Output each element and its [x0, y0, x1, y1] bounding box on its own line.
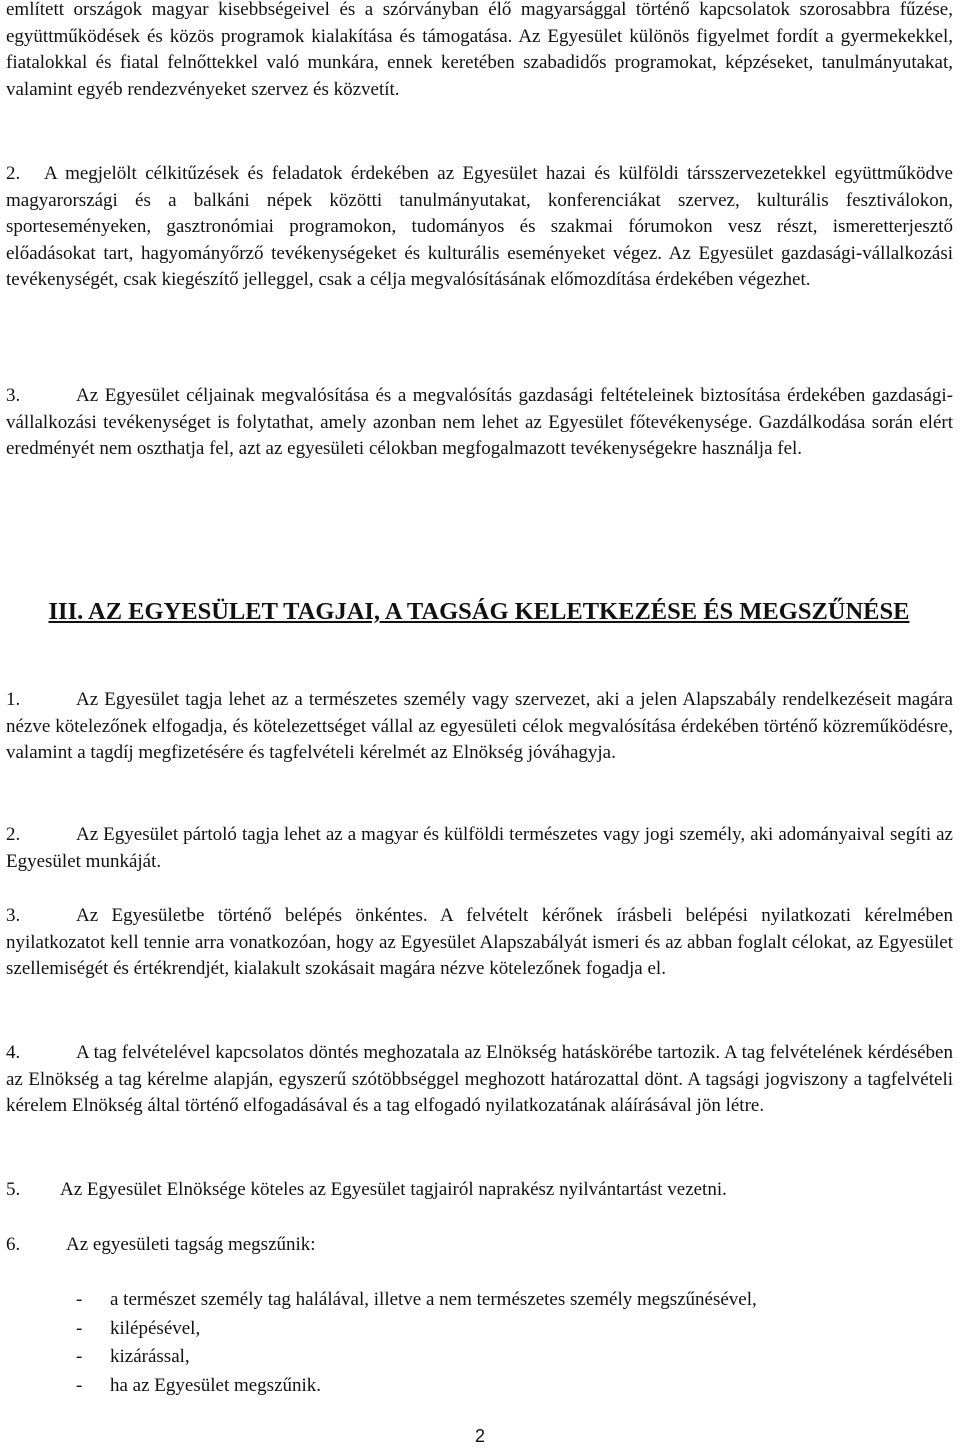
item-6: [6, 1231, 953, 1259]
paragraph-number: 3.: [6, 385, 21, 406]
item-number: 6.: [6, 1234, 21, 1255]
list-item: [76, 1315, 757, 1344]
item-5: [6, 1176, 953, 1204]
item-2: [6, 822, 953, 875]
paragraph-3: [6, 383, 953, 463]
item-text: Az Egyesület tagja lehet az a természetes személy vagy szervezet, aki a jelen Alapszabály rendelkezéseit magára nézve kötelezőnek elfogadja, és kötelezettséget vállal az egyesületi célok megvalósítása érdekében történő közreműködésre, valamint a tagdíj megfizetésére és tagfelvételi kérelmét az Elnökség jóváhagyja.: [6, 689, 953, 763]
dash-bullet: -: [76, 1374, 83, 1396]
item-4: [6, 1040, 953, 1120]
paragraph-text: Az Egyesület céljainak megvalósítása és a megvalósítás gazdasági feltételeinek biztosítása érdekében gazdasági-vállalkozási tevékenységet is folytathat, amely azonban nem lehet az Egyesület főtevékenysége. Gazdálkodása során elért eredményét nem oszthatja fel, azt az egyesületi célokban megfogalmazott tevékenységekre használja fel.: [6, 385, 953, 459]
list-item-text: kilépésével,: [110, 1317, 201, 1339]
dash-bullet: -: [76, 1346, 83, 1367]
item-number: 2.: [6, 824, 21, 845]
item-number: 5.: [6, 1179, 21, 1200]
intro-paragraph: említett országok magyar kisebbségeivel és a szórványban élő magyarsággal történő kapcsolatok szorosabbra fűzése, együttműködések és közös programok kialakítása és támogatása. Az Egyesület különös figyelmet fordít a gyermekekkel, fiatalokkal és fiatal felnőttekkel való munkára, ennek keretében szabadidős programokat, képzéseket, tanulmányutakat, valamint egyéb rendezvényeket szervez és közvetít.: [6, 0, 953, 100]
item-number: 4.: [6, 1042, 21, 1063]
dash-bullet: -: [76, 1289, 83, 1310]
page-number: 2: [474, 1426, 485, 1446]
dash-bullet: -: [76, 1317, 83, 1339]
list-item: [76, 1286, 757, 1315]
list-item: [76, 1372, 757, 1401]
termination-list: [76, 1286, 757, 1400]
item-3: [6, 903, 953, 983]
item-text: Az Egyesület pártoló tagja lehet az a magyar és külföldi természetes vagy jogi személy, aki adományaival segíti az Egyesület munkáját.: [6, 824, 953, 872]
paragraph-text: A megjelölt célkitűzések és feladatok érdekében az Egyesület hazai és külföldi társszervezetekkel együttműködve magyarországi és a balkáni népek közötti tanulmányutakat, konferenciákat szervez, kulturális fesztiválokon, sporteseményeken, gasztronómiai programokon, tudományos és szakmai fórumokon vesz részt, ismeretterjesztő előadásokat tart, hagyományőrző tevékenységeket és kulturális eseményeket végez. Az Egyesület gazdasági-vállalkozási tevékenységét, csak kiegészítő jelleggel, csak a célja megvalósításának előmozdítása érdekében végezhet.: [6, 163, 953, 290]
item-number: 3.: [6, 905, 21, 926]
list-item-text: ha az Egyesület megszűnik.: [110, 1374, 322, 1396]
item-text: Az Egyesület Elnöksége köteles az Egyesület tagjairól naprakész nyilvántartást vezetni.: [60, 1179, 727, 1200]
item-text: A tag felvételével kapcsolatos döntés meghozatala az Elnökség hatáskörébe tartozik. A tag felvételének kérdésében az Elnökség a tag kérelme alapján, egyszerű szótöbbséggel meghozott határozattal dönt. A tagsági jogviszony a tagfelvételi kérelem Elnökség által történő elfogadásával és a tag elfogadó nyilatkozatának aláírásával jön létre.: [6, 1042, 953, 1116]
item-number: 1.: [6, 689, 21, 710]
item-text: Az Egyesületbe történő belépés önkéntes. A felvételt kérőnek írásbeli belépési nyilatkozati kérelmében nyilatkozatot kell tennie arra vonatkozóan, hogy az Egyesület Alapszabályát ismeri és az abban foglalt célokat, az Egyesület szellemiségét és értékrendjét, kialakult szokásait magára nézve kötelezőnek fogadja el.: [6, 905, 953, 979]
list-item: [76, 1343, 757, 1372]
list-item-text: kizárással,: [110, 1346, 190, 1367]
item-text: Az egyesületi tagság megszűnik:: [66, 1234, 316, 1255]
section-heading: III. AZ EGYESÜLET TAGJAI, A TAGSÁG KELETKEZÉSE ÉS MEGSZŰNÉSE: [48, 598, 910, 625]
paragraph-number: 2.: [6, 163, 21, 184]
list-item-text: a természet személy tag halálával, illetve a nem természetes személy megszűnésével,: [110, 1289, 757, 1310]
item-1: [6, 687, 953, 767]
paragraph-2: [6, 161, 953, 294]
